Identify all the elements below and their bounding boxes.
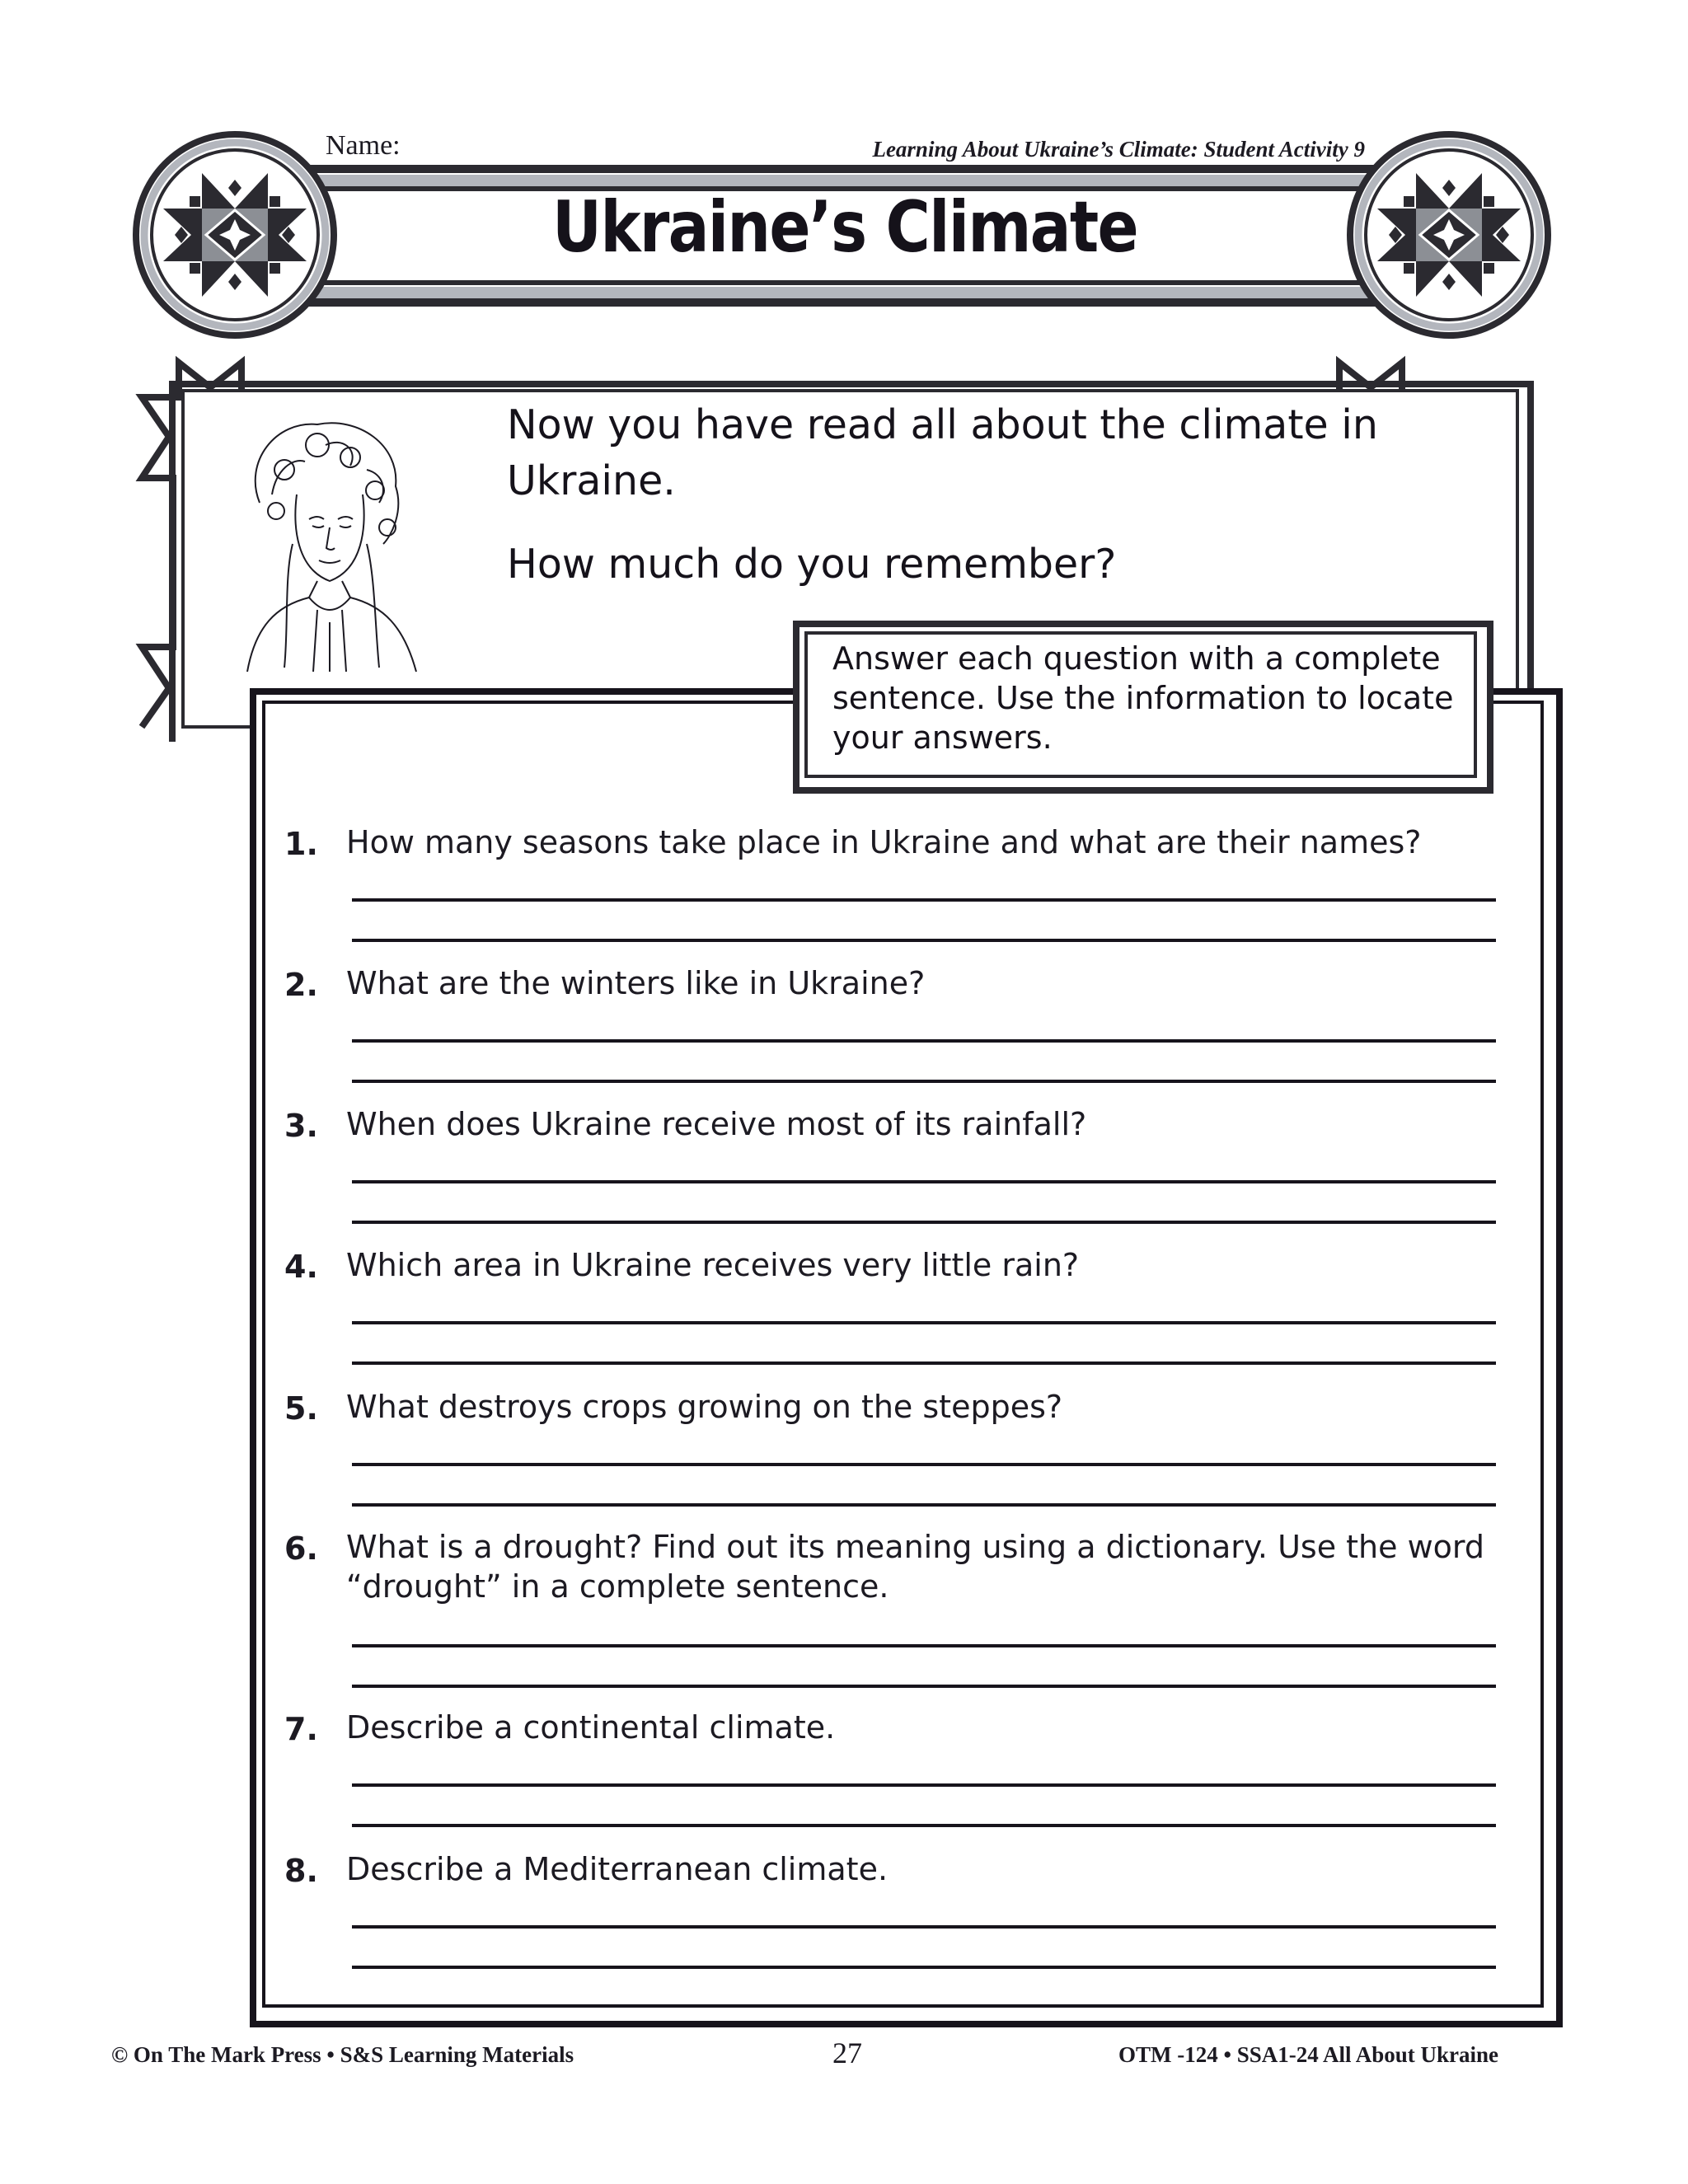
answer-line[interactable] [352, 1463, 1496, 1466]
intro-question: How much do you remember? [507, 541, 1117, 588]
answer-line[interactable] [352, 939, 1496, 942]
question-number: 1. [284, 826, 318, 862]
page-number: 27 [832, 2036, 862, 2069]
banner-top-grey-stripe [297, 175, 1393, 186]
answer-line[interactable] [352, 1080, 1496, 1083]
answer-line[interactable] [352, 1503, 1496, 1507]
footer-copyright: © On The Mark Press • S&S Learning Materials [111, 2042, 574, 2067]
answer-line[interactable] [352, 1925, 1496, 1929]
answer-line[interactable] [352, 1824, 1496, 1827]
question-text-line-2: “drought” in a complete sentence. [346, 1568, 889, 1605]
answer-line[interactable] [352, 1321, 1496, 1324]
answer-line[interactable] [352, 1644, 1496, 1647]
answer-line[interactable] [352, 1361, 1496, 1365]
question-text-line-1: What is a drought? Find out its meaning using a dictionary. Use the word [346, 1529, 1485, 1565]
banner-bottom-grey-stripe [297, 287, 1393, 298]
banner-bottom-dark-stripe [297, 298, 1393, 307]
ukrainian-girl-illustration [227, 412, 433, 676]
intro-text-line-2: Ukraine. [507, 457, 676, 504]
activity-label: Learning About Ukraine’s Climate: Student Activity 9 [872, 137, 1365, 162]
question-text: How many seasons take place in Ukraine and what are their names? [346, 824, 1422, 860]
answer-line[interactable] [352, 1039, 1496, 1043]
instructions-text [832, 639, 1475, 757]
question-text: Which area in Ukraine receives very little rain? [346, 1247, 1080, 1283]
answer-line[interactable] [352, 1221, 1496, 1224]
questions-frame-inner-border [262, 701, 1544, 2008]
star-quilt-medallion-icon [1346, 130, 1552, 340]
question-number: 8. [284, 1853, 318, 1889]
question-number: 4. [284, 1249, 318, 1285]
answer-line[interactable] [352, 1783, 1496, 1787]
intro-text-line-1: Now you have read all about the climate in [507, 401, 1378, 448]
banner-top-dark-stripe [297, 165, 1393, 173]
answer-line[interactable] [352, 1966, 1496, 1969]
question-number: 2. [284, 967, 318, 1003]
footer-product-code: OTM -124 • SSA1-24 All About Ukraine [1118, 2042, 1499, 2067]
question-number: 6. [284, 1530, 318, 1567]
question-number: 7. [284, 1711, 318, 1747]
answer-line[interactable] [352, 898, 1496, 902]
question-text [346, 1527, 1517, 1606]
question-text: When does Ukraine receive most of its rainfall? [346, 1106, 1087, 1142]
banner-bottom-inner-stripe [297, 280, 1393, 285]
instructions-line-2: sentence. Use the information to locate [832, 680, 1454, 716]
question-number: 3. [284, 1108, 318, 1144]
answer-line[interactable] [352, 1180, 1496, 1183]
page-title: Ukraine’s Climate [552, 186, 1137, 269]
name-label: Name: [326, 130, 401, 161]
question-text: Describe a continental climate. [346, 1709, 836, 1746]
question-text: What destroys crops growing on the steppes? [346, 1389, 1063, 1425]
instructions-line-3: your answers. [832, 719, 1053, 756]
star-quilt-medallion-icon [132, 130, 338, 340]
answer-line[interactable] [352, 1685, 1496, 1688]
question-text: What are the winters like in Ukraine? [346, 965, 926, 1001]
question-number: 5. [284, 1390, 318, 1427]
question-text: Describe a Mediterranean climate. [346, 1851, 889, 1887]
instructions-line-1: Answer each question with a complete [832, 640, 1441, 677]
